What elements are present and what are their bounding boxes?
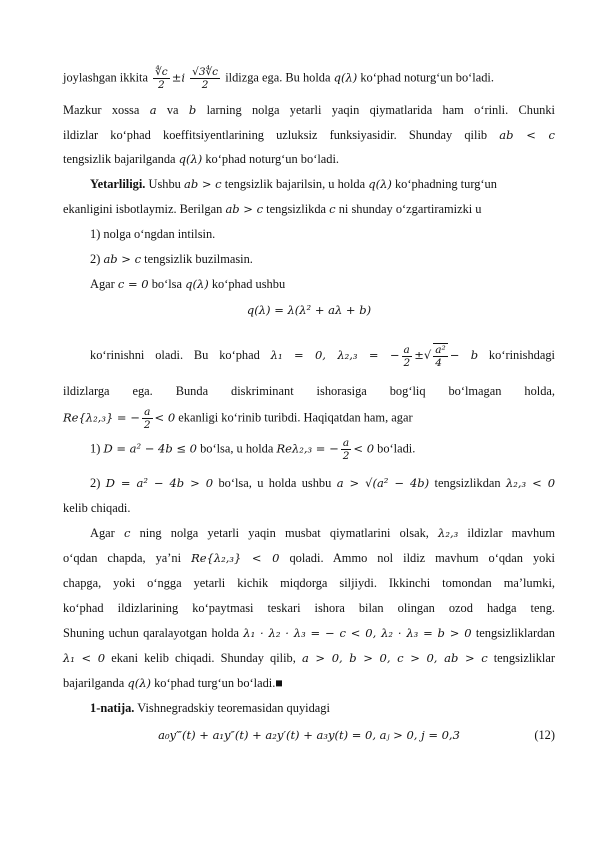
equation-number: (12) xyxy=(534,728,555,742)
text-line: kelib chiqadi. xyxy=(63,501,131,515)
math: ±i xyxy=(171,70,186,85)
text-line: o‘qdan chapda, ya’ni Re{λ₂,₃} < 0 qoladi. Ammo nol ildiz mavhum o‘qdan yoki xyxy=(63,551,555,565)
text-line: ko‘rinishni oladi. Bu ko‘phad λ₁ = 0, λ₂,₃ = − $\frac{a}{2}$ ±√ $\frac{\text{a²}}{4}$ − b ko‘rinishdagi xyxy=(90,343,555,369)
result-heading: 1-natija. xyxy=(90,701,135,715)
text-line: Agar c = 0 bo‘lsa q(λ) ko‘phad ushbu xyxy=(90,277,286,291)
text-line xyxy=(63,66,555,91)
section-heading: Yetarliligi. xyxy=(90,177,146,191)
text-line: Shuning uchun qaralayotgan holda λ₁ · λ₂ · λ₃ = − c < 0, λ₂ · λ₃ = b > 0 tengsizliklardan xyxy=(63,626,555,640)
text-line: ildizlar ko‘phad koeffitsiyentlarining uzluksiz funksiyasidir. Shunday qilib ab < c xyxy=(63,128,555,142)
text-line: Mazkur xossa a va b larning nolga yetarli yaqin qiymatlarida ham o‘rinli. Chunki xyxy=(63,103,555,117)
text-line: Re{λ₂,₃} = − $\frac{a}{2}$ < 0 ekanligi ko‘rinib turibdi. Haqiqatdan ham, agar xyxy=(63,406,413,431)
text-line: Yetarliligi. Ushbu ab > c tengsizlik bajarilsin, u holda q(λ) ko‘phadning turg‘un xyxy=(90,177,497,191)
text-line: 1-natija. Vishnegradskiy teoremasidan quyidagi xyxy=(90,701,330,715)
text-line: 1) D = a² − 4b ≤ 0 bo‘lsa, u holda Reλ₂,₃ = − $\frac{a}{2}$ < 0 bo‘ladi. xyxy=(90,437,416,462)
qed-symbol: ■ xyxy=(275,676,283,690)
text: ko‘phad noturg‘un bo‘ladi. xyxy=(360,70,494,85)
text-line: ko‘phad ildizlarining ko‘paytmasi teskari ishora bilan olingan ozod hadga teng. xyxy=(63,601,555,615)
text-line: chapga, yoki o‘ngga yetarli kichik miqdorga siljiydi. Ikkinchi tomondan ma’lumki, xyxy=(63,576,555,590)
text-line: tengsizlik bajarilganda q(λ) ko‘phad noturg‘un bo‘ladi. xyxy=(63,152,339,166)
text: ildizga ega. Bu holda xyxy=(225,70,331,85)
list-item: 2) ab > c tengsizlik buzilmasin. xyxy=(90,252,253,266)
math: q(λ) xyxy=(333,70,358,85)
text-line: ekanligini isbotlaymiz. Berilgan ab > c tengsizlikda c ni shunday o‘zgartiramizki u xyxy=(63,202,482,216)
fraction: $\frac{√3∜c}{2}$ xyxy=(192,66,219,91)
text-line: λ₁ < 0 ekani kelib chiqadi. Shunday qilib, a > 0, b > 0, c > 0, ab > c tengsizliklar xyxy=(63,651,555,665)
numbered-equation: a₀y‴(t) + a₁y″(t) + a₂y′(t) + a₃y(t) = 0, aⱼ > 0, j = 0,3 xyxy=(158,728,460,742)
text-line: Agar c ning nolga yetarli yaqin musbat qiymatlarini olsak, λ₂,₃ ildizlar mavhum xyxy=(90,526,555,540)
list-item: 1) nolga o‘ngdan intilsin. xyxy=(90,227,216,241)
fraction: $\frac{∜c}{2}$ xyxy=(155,66,168,91)
text-line: ildizlarga ega. Bunda diskriminant ishorasiga bog‘liq bo‘lmagan holda, xyxy=(63,384,555,398)
display-equation: q(λ) = λ(λ² + aλ + b) xyxy=(246,303,372,317)
text: joylashgan ikkita xyxy=(63,70,148,85)
text-line: 2) D = a² − 4b > 0 bo‘lsa, u holda ushbu a > √(a² − 4b) tengsizlikdan λ₂,₃ < 0 xyxy=(90,476,556,490)
text-line: bajarilganda q(λ) ko‘phad turg‘un bo‘ladi.■ xyxy=(63,676,283,690)
